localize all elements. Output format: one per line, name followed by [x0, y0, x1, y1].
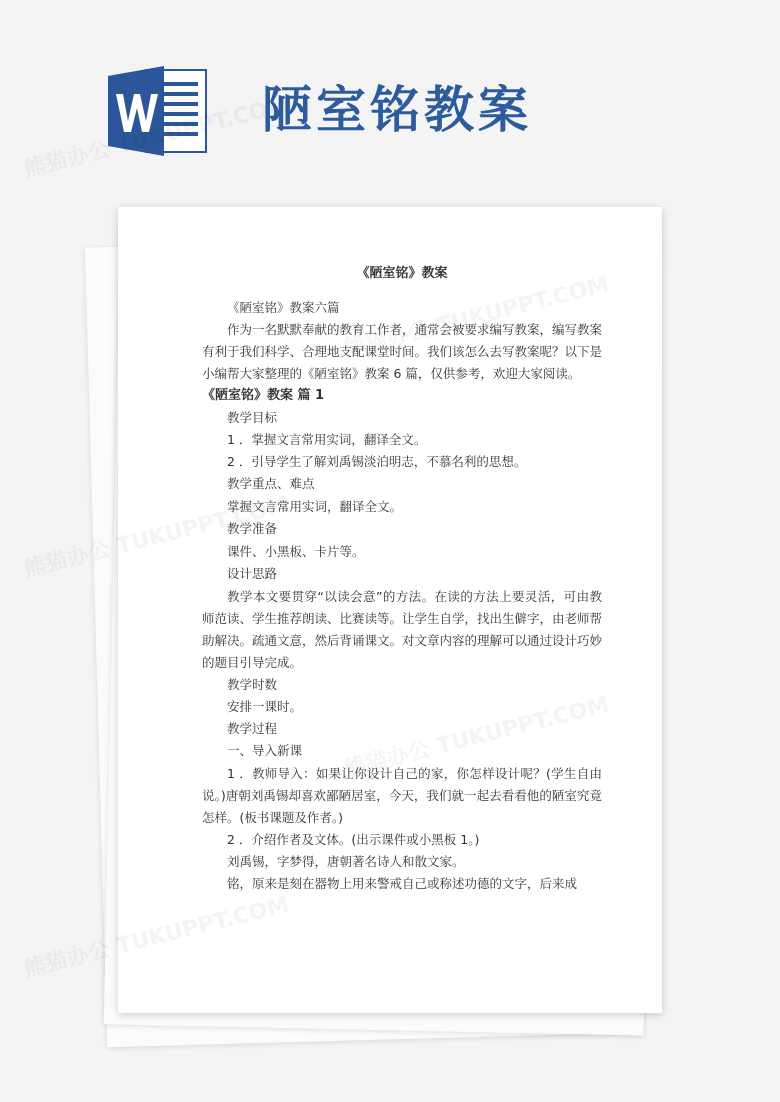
intro-paragraph: 作为一名默默奉献的教育工作者，通常会被要求编写教案，编写教案有利于我们科学、合理地支配课堂时间。我们该怎么去写教案呢？以下是小编帮大家整理的《陋室铭》教案 6 篇，仅供参考，欢迎大家阅读。	[202, 322, 603, 381]
prep-text: 课件、小黑板、卡片等。	[227, 544, 365, 559]
process-paragraph-1: 1 ．教师导入：如果让你设计自己的家，你怎样设计呢？(学生自由说。)唐朝刘禹锡却喜欢鄙陋居室，今天，我们就一起去看看他的陋室究竟怎样。(板书课题及作者。)	[202, 766, 602, 825]
key-title: 教学重点、难点	[227, 476, 315, 491]
word-logo-icon	[108, 66, 208, 156]
process-step-1: 一、导入新课	[227, 743, 303, 758]
doc-heading: 《陋室铭》教案	[356, 266, 448, 281]
time-text: 安排一课时。	[227, 699, 303, 714]
header	[0, 0, 780, 200]
process-paragraph-2: 2 ．介绍作者及文体。(出示课件或小黑板 1。)	[227, 832, 480, 847]
process-paragraph-3: 刘禹锡，字梦得，唐朝著名诗人和散文家。	[227, 854, 465, 869]
key-text: 掌握文言常用实词，翻译全文。	[227, 499, 403, 514]
goal-item-1: 1 ．掌握文言常用实词，翻译全文。	[227, 432, 427, 447]
design-title: 设计思路	[227, 566, 278, 581]
time-title: 教学时数	[227, 677, 278, 692]
section-heading: 《陋室铭》教案 篇 1	[202, 388, 325, 403]
document-page	[118, 207, 662, 1013]
document-content	[202, 263, 602, 895]
process-paragraph-4: 铭，原来是刻在器物上用来警戒自己或称述功德的文字，后来成	[227, 876, 578, 891]
goal-title: 教学目标	[227, 410, 278, 425]
doc-subtitle: 《陋室铭》教案六篇	[227, 300, 340, 315]
design-text: 教学本文要贯穿“以读会意”的方法。在读的方法上要灵活，可由教师范读、学生推荐朗读、比赛读等。让学生自学，找出生僻字，由老师帮助解决。疏通文意，然后背诵课文。对文章内容的理解可以通过设计巧妙的题目引导完成。	[202, 589, 603, 670]
document-title: 陋室铭教案	[262, 81, 532, 139]
prep-title: 教学准备	[227, 521, 278, 536]
process-title: 教学过程	[227, 721, 278, 736]
goal-item-2: 2 ．引导学生了解刘禹锡淡泊明志，不慕名利的思想。	[227, 454, 527, 469]
